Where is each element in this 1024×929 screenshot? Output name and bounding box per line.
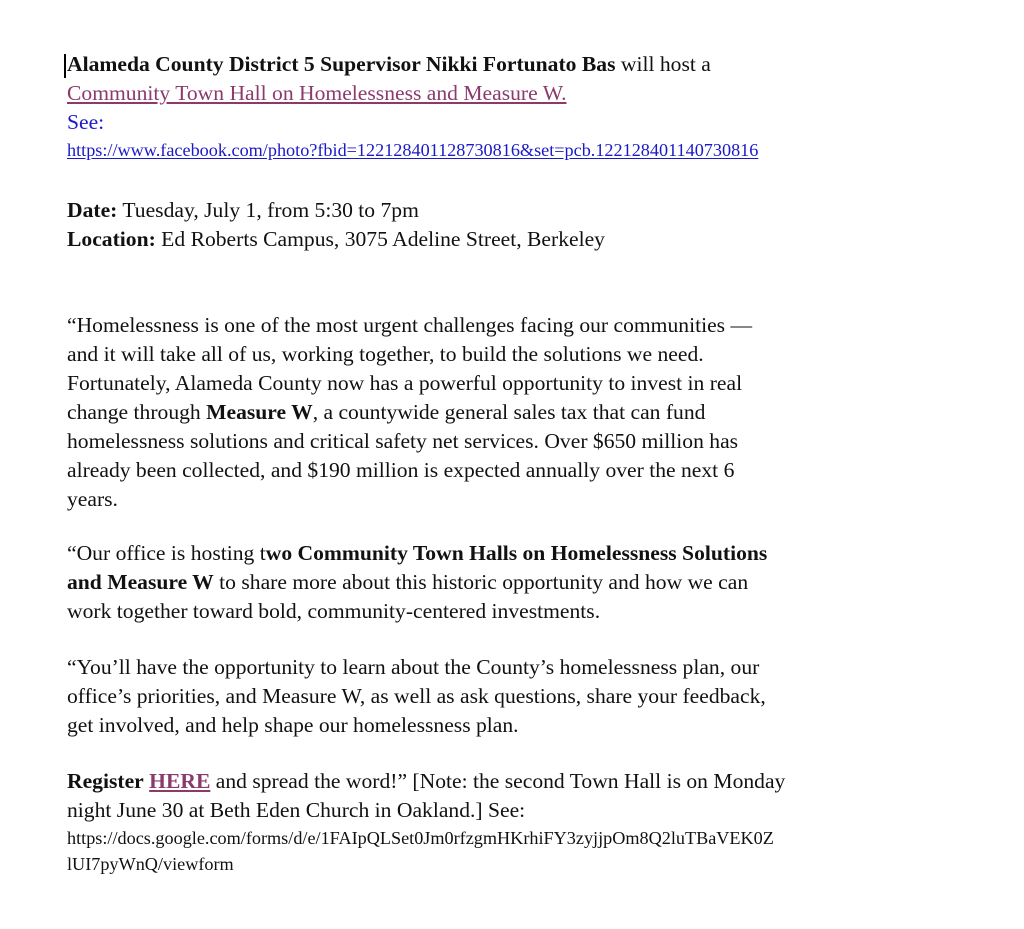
- quote-paragraph-3: [67, 653, 927, 740]
- form-url-line: lUI7pyWnQ/viewform: [67, 854, 234, 874]
- date-line: [67, 196, 605, 225]
- date-value: Tuesday, July 1, from 5:30 to 7pm: [117, 198, 419, 222]
- text-cursor: [64, 54, 66, 78]
- measure-w-bold: and Measure W: [67, 570, 214, 594]
- form-url-line: https://docs.google.com/forms/d/e/1FAIpQLSet0Jm0rfzgmHKrhiFY3zyjjpOm8Q2luTBaVEK0Z: [67, 828, 774, 848]
- quote2-text: “Our office is hosting t: [67, 541, 266, 565]
- facebook-link[interactable]: https://www.facebook.com/photo?fbid=122128401128730816&set=pcb.122128401140730816: [67, 140, 759, 160]
- quote1-line: already been collected, and $190 million is expected annually over the next 6: [67, 458, 735, 482]
- host-name: Alameda County District 5 Supervisor Nikki Fortunato Bas: [67, 52, 616, 76]
- quote3-line: “You’ll have the opportunity to learn about the County’s homelessness plan, our: [67, 655, 760, 679]
- intro-line: [67, 50, 758, 79]
- location-value: Ed Roberts Campus, 3075 Adeline Street, Berkeley: [155, 227, 605, 251]
- event-link[interactable]: Community Town Hall on Homelessness and Measure W.: [67, 81, 567, 105]
- quote-paragraph-2: [67, 539, 927, 626]
- register-label: Register: [67, 769, 144, 793]
- quote1-line: Fortunately, Alameda County now has a powerful opportunity to invest in real: [67, 371, 743, 395]
- quote1-line: [67, 398, 897, 427]
- quote2-line: work together toward bold, community-centered investments.: [67, 599, 601, 623]
- quote2-line: [67, 539, 927, 568]
- see-label: See:: [67, 110, 105, 134]
- here-link[interactable]: HERE: [149, 769, 211, 793]
- quote3-line: get involved, and help shape our homelessness plan.: [67, 713, 519, 737]
- quote1-text: change through: [67, 400, 207, 424]
- quote2-line: [67, 568, 927, 597]
- quote1-line: “Homelessness is one of the most urgent challenges facing our communities —: [67, 313, 753, 337]
- location-label: Location:: [67, 227, 156, 251]
- intro-paragraph: [67, 50, 758, 163]
- quote3-line: office’s priorities, and Measure W, as well as ask questions, share your feedback,: [67, 684, 766, 708]
- quote1-line: homelessness solutions and critical safety net services. Over $650 million has: [67, 429, 739, 453]
- host-suffix: will host a: [615, 52, 711, 76]
- measure-w-bold: Measure W: [206, 400, 313, 424]
- quote1-line: and it will take all of us, working together, to build the solutions we need.: [67, 342, 704, 366]
- quote-paragraph-1: [67, 311, 897, 514]
- register-paragraph: [67, 767, 947, 877]
- town-halls-bold: wo Community Town Halls on Homelessness Solutions: [265, 541, 768, 565]
- quote1-line: years.: [67, 487, 118, 511]
- quote1-text: , a countywide general sales tax that can fund: [312, 400, 706, 424]
- register-line: night June 30 at Beth Eden Church in Oakland.] See:: [67, 798, 526, 822]
- quote2-text: to share more about this historic opportunity and how we can: [213, 570, 749, 594]
- event-details: [67, 196, 605, 254]
- date-label: Date:: [67, 198, 118, 222]
- register-text: and spread the word!” [Note: the second Town Hall is on Monday: [210, 769, 786, 793]
- location-line: [67, 225, 605, 254]
- register-line: [67, 767, 947, 796]
